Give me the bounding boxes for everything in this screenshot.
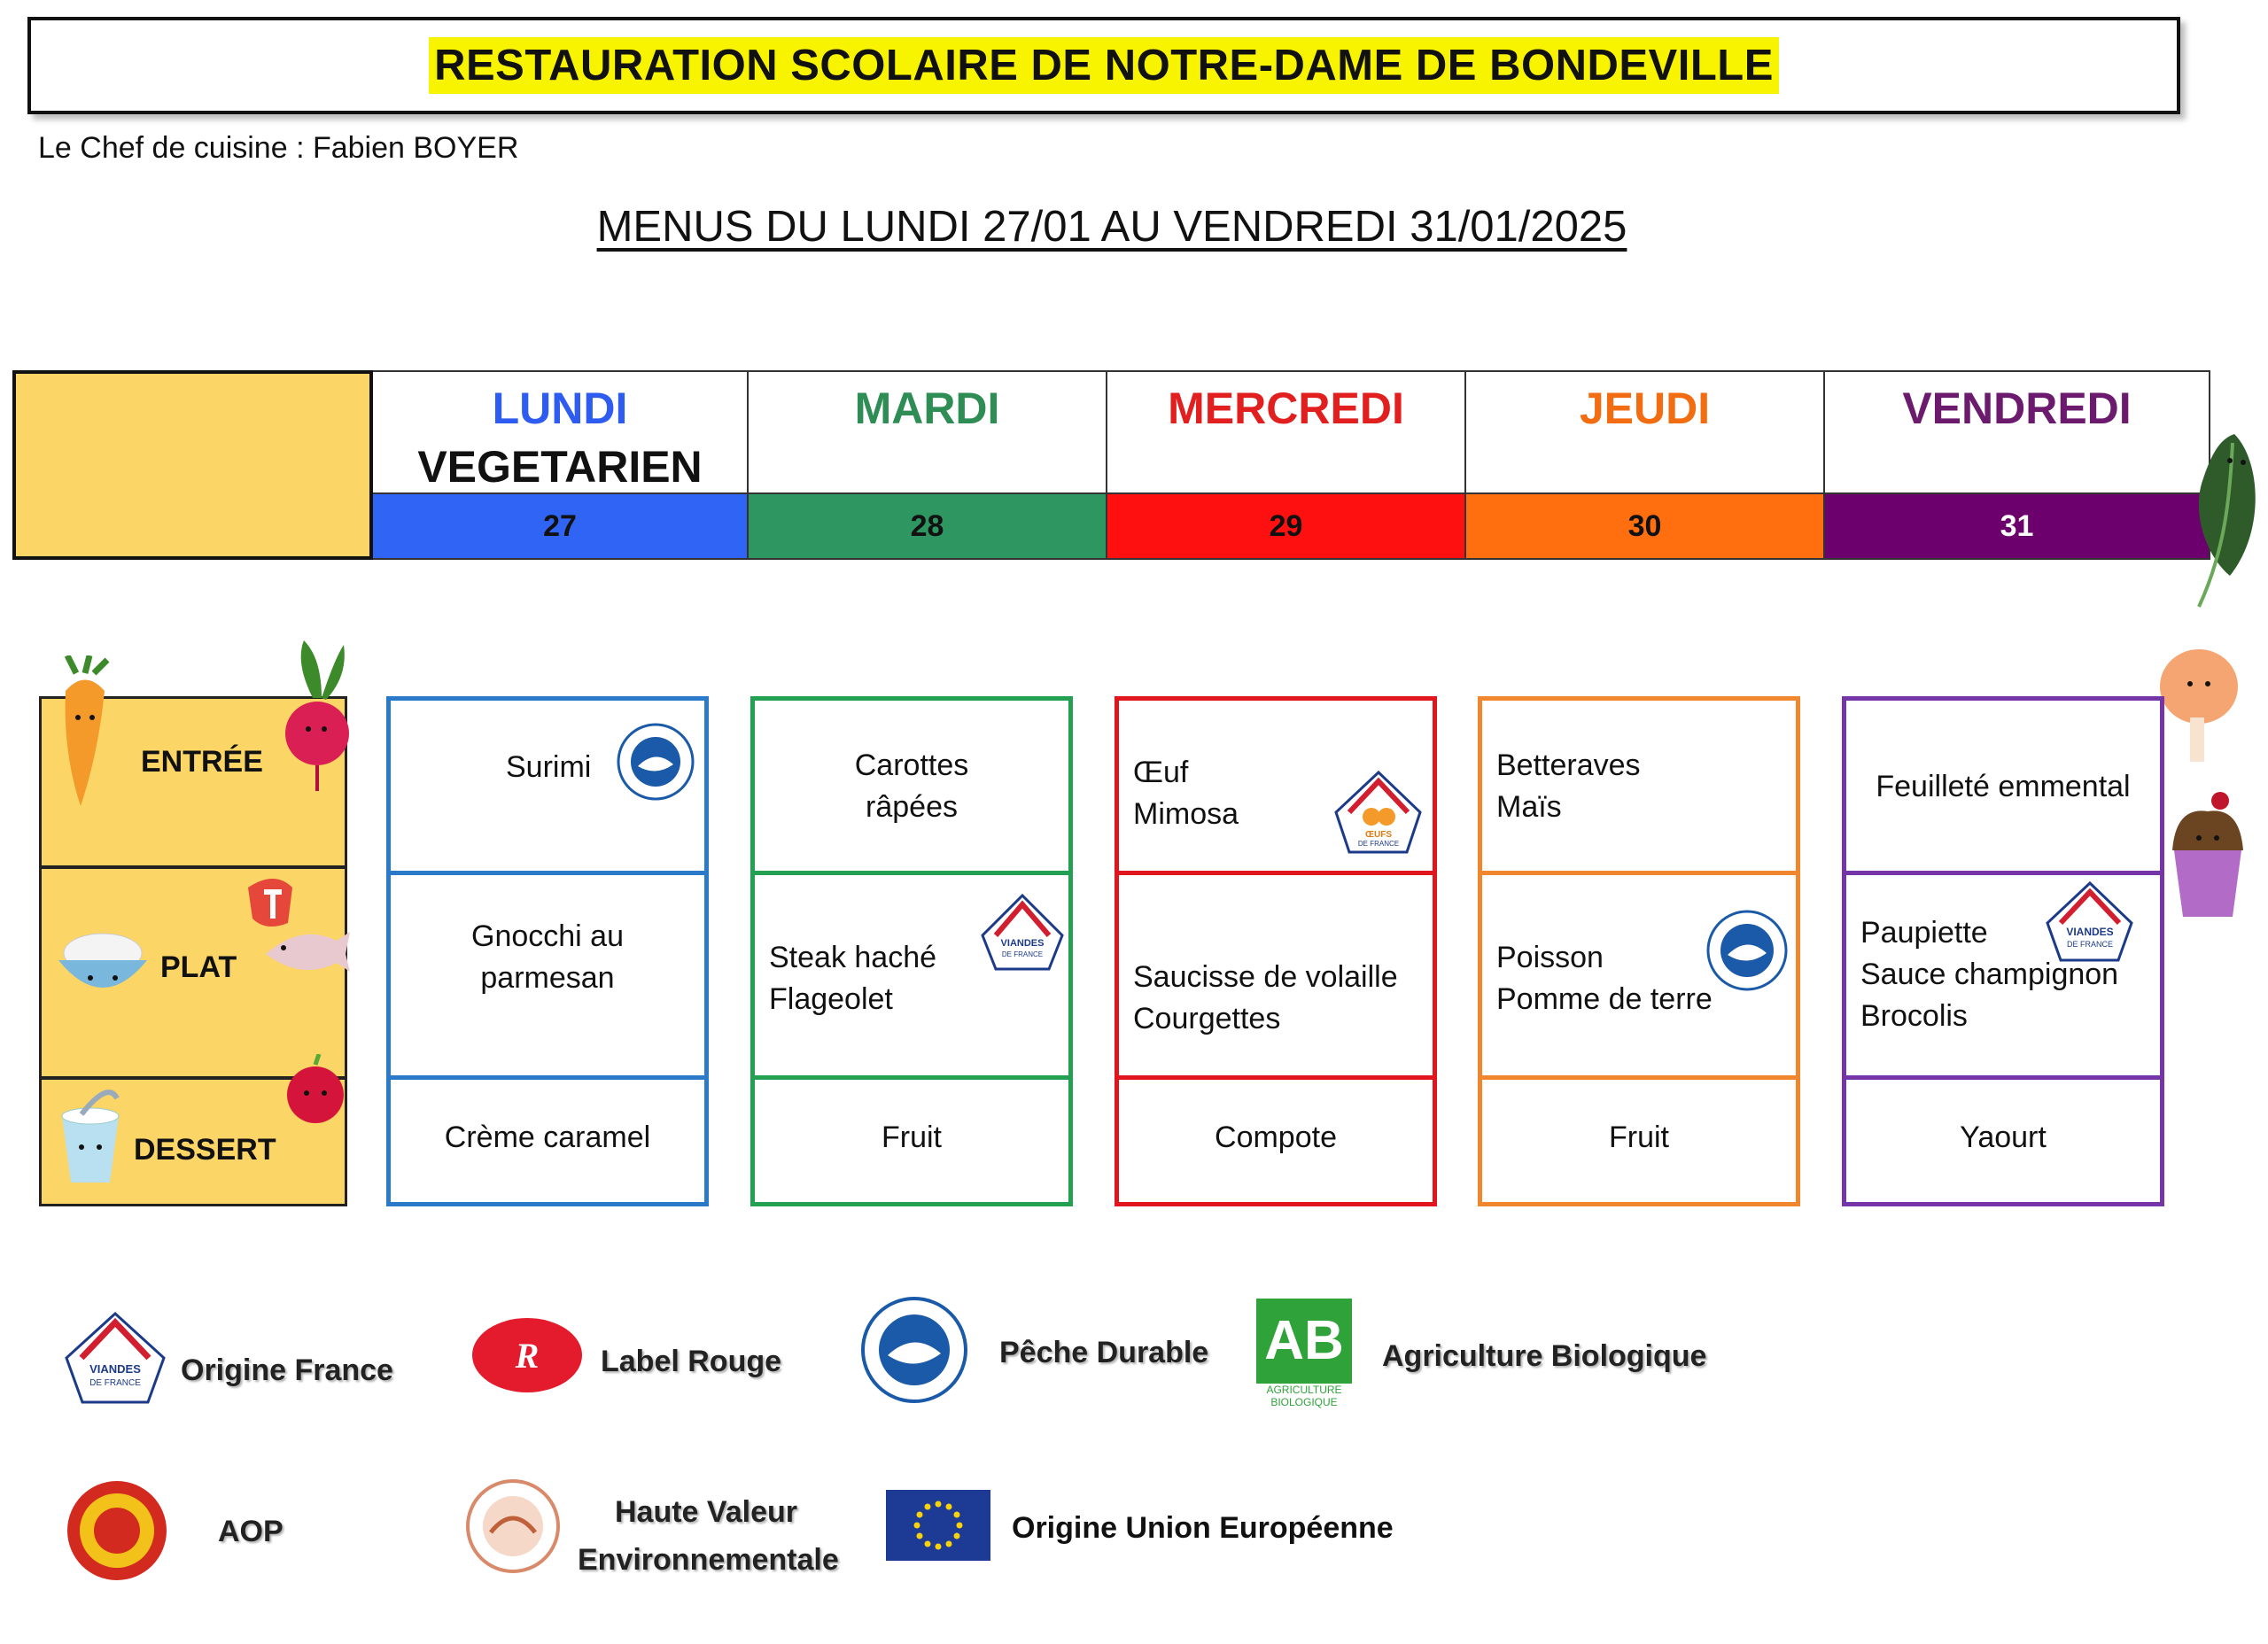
legend-aop: AOP xyxy=(218,1515,284,1548)
aop-icon xyxy=(64,1477,170,1584)
peche-durable-icon xyxy=(859,1295,969,1405)
day-name-jeudi: JEUDI xyxy=(1579,384,1711,433)
category-label-plat: PLAT xyxy=(160,950,237,984)
menu-dessert-mercredi xyxy=(1119,1080,1433,1202)
dish-line: Gnocchi au xyxy=(471,919,624,953)
spinach-leaf-icon xyxy=(2181,425,2263,613)
dish-line: Saucisse de volaille xyxy=(1133,960,1398,994)
eu-flag-icon xyxy=(886,1490,990,1561)
badge-text: VIANDES xyxy=(2066,926,2114,938)
day-name-vendredi: VENDREDI xyxy=(1902,384,2132,433)
dish-line: Paupiette xyxy=(1860,916,1988,950)
day-header-lundi xyxy=(373,370,749,494)
day-header-mercredi xyxy=(1107,370,1466,494)
menu-week-title: MENUS DU LUNDI 27/01 AU VENDREDI 31/01/2025 xyxy=(596,203,1627,251)
menu-plat-mercredi xyxy=(1119,871,1433,1080)
chef-name: Le Chef de cuisine : Fabien BOYER xyxy=(38,131,519,165)
legend-peche-durable: Pêche Durable xyxy=(999,1336,1209,1369)
legend-hve-line2: Environnementale xyxy=(578,1543,839,1577)
day-header-mardi xyxy=(749,370,1107,494)
day-date-mardi: 28 xyxy=(749,492,1107,560)
category-label-dessert: DESSERT xyxy=(134,1133,276,1167)
legend-origine-ue: Origine Union Européenne xyxy=(1012,1511,1394,1545)
label-rouge-icon xyxy=(470,1313,585,1398)
menu-plat-jeudi xyxy=(1482,871,1796,1080)
ab-logo-text: AB xyxy=(1256,1299,1352,1384)
hve-icon xyxy=(464,1477,562,1575)
dish-line: Poisson xyxy=(1496,941,1604,974)
day-date-jeudi: 30 xyxy=(1466,492,1825,560)
menu-column-mercredi xyxy=(1115,696,1437,1206)
menu-entree-jeudi xyxy=(1482,701,1796,871)
day-header-vendredi xyxy=(1825,370,2210,494)
peche-durable-icon xyxy=(616,722,695,802)
dish-line: Flageolet xyxy=(769,982,893,1016)
dish-line: Carottes xyxy=(854,748,969,782)
viandes-de-france-icon xyxy=(978,891,1067,971)
badge-text: DE FRANCE xyxy=(1001,950,1044,958)
day-date-vendredi: 31 xyxy=(1825,492,2210,560)
day-name-mardi: MARDI xyxy=(854,384,1000,433)
menu-column-vendredi xyxy=(1842,696,2164,1206)
dish-line: Mimosa xyxy=(1133,797,1239,831)
dish-line: Compote xyxy=(1215,1121,1337,1154)
cupcake-icon xyxy=(2167,788,2249,921)
dish-line: Betteraves xyxy=(1496,748,1641,782)
dish-line: parmesan xyxy=(480,961,615,995)
svg-text:R: R xyxy=(515,1336,540,1376)
menu-entree-lundi xyxy=(391,701,704,871)
dish-line: Brocolis xyxy=(1860,999,1968,1033)
menu-plat-vendredi xyxy=(1846,871,2160,1080)
badge-text: ŒUFS xyxy=(1365,830,1392,840)
day-date-lundi: 27 xyxy=(373,492,749,560)
ab-logo-sub: AGRICULTURE xyxy=(1266,1384,1342,1396)
dish-line: Pomme de terre xyxy=(1496,982,1713,1016)
yogurt-icon xyxy=(55,1090,126,1187)
menu-dessert-lundi xyxy=(391,1080,704,1202)
dish-line: Courgettes xyxy=(1133,1002,1281,1035)
legend-hve-line1: Haute Valeur xyxy=(615,1495,797,1529)
menu-plat-mardi xyxy=(755,871,1068,1080)
menu-dessert-jeudi xyxy=(1482,1080,1796,1202)
chicken-leg-icon xyxy=(2155,647,2243,779)
dish-line: Yaourt xyxy=(1960,1121,2047,1154)
badge-text: VIANDES xyxy=(1000,938,1045,949)
agriculture-bio-icon xyxy=(1256,1299,1352,1410)
dish-line: Crème caramel xyxy=(444,1121,651,1154)
cottage-cheese-icon xyxy=(53,927,152,1006)
dish-line: Œuf xyxy=(1133,756,1189,789)
menu-entree-mercredi xyxy=(1119,701,1433,871)
carrot-icon xyxy=(50,655,120,815)
day-name-lundi: LUNDI xyxy=(492,384,628,433)
dish-line: Maïs xyxy=(1496,790,1562,824)
peche-durable-icon xyxy=(1705,909,1789,992)
ab-logo-sub: BIOLOGIQUE xyxy=(1270,1396,1338,1408)
vegetarian-label: VEGETARIEN xyxy=(417,442,703,492)
apple-icon xyxy=(282,1054,349,1127)
badge-text: DE FRANCE xyxy=(1357,840,1400,848)
menu-column-jeudi xyxy=(1478,696,1800,1206)
dish-line: Feuilleté emmental xyxy=(1876,770,2131,803)
page-title: RESTAURATION SCOLAIRE DE NOTRE-DAME DE BONDEVILLE xyxy=(429,37,1779,94)
menu-dessert-mardi xyxy=(755,1080,1068,1202)
menu-entree-vendredi xyxy=(1846,701,2160,871)
title-box xyxy=(27,17,2180,114)
dish-line: Steak haché xyxy=(769,941,937,974)
badge-text: VIANDES xyxy=(89,1362,141,1376)
dish-line: Fruit xyxy=(1609,1121,1669,1154)
meat-fish-icon xyxy=(239,870,354,985)
viandes-de-france-icon xyxy=(2043,879,2137,964)
beetroot-icon xyxy=(282,636,353,795)
category-label-entree: ENTRÉE xyxy=(141,745,263,779)
badge-text: DE FRANCE xyxy=(2066,940,2114,949)
dish-line: Fruit xyxy=(882,1121,942,1154)
dish-line: râpées xyxy=(866,790,958,824)
day-date-mercredi: 29 xyxy=(1107,492,1466,560)
legend-origine-france: Origine France xyxy=(181,1353,393,1387)
badge-text: DE FRANCE xyxy=(89,1378,141,1388)
day-name-mercredi: MERCREDI xyxy=(1168,384,1404,433)
legend-label-rouge: Label Rouge xyxy=(601,1345,782,1378)
menu-column-mardi xyxy=(750,696,1073,1206)
menu-entree-mardi xyxy=(755,701,1068,871)
day-header-jeudi xyxy=(1466,370,1825,494)
dish-line: Sauce champignon xyxy=(1860,958,2119,991)
menu-column-lundi xyxy=(386,696,709,1206)
oeufs-de-france-icon xyxy=(1332,768,1425,857)
legend-agriculture-biologique: Agriculture Biologique xyxy=(1382,1339,1707,1373)
table-corner xyxy=(12,370,373,560)
viandes-de-france-icon xyxy=(62,1309,168,1407)
menu-dessert-vendredi xyxy=(1846,1080,2160,1202)
menu-plat-lundi xyxy=(391,871,704,1080)
dish-line: Surimi xyxy=(506,750,592,784)
